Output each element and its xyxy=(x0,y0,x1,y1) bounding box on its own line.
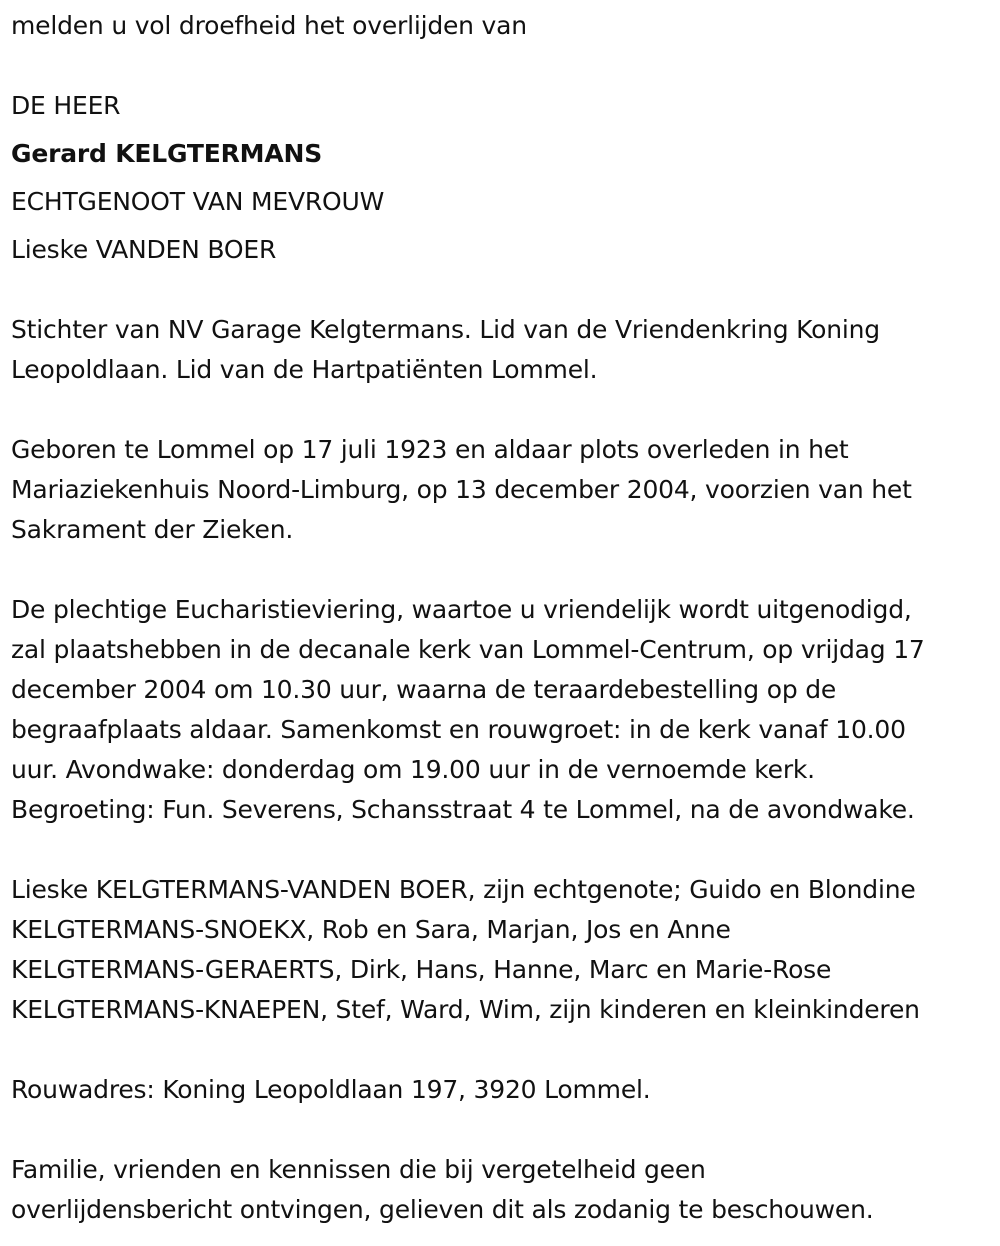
paragraph-line: overlijdensbericht ontvingen, gelieven dit als zodanig te beschouwen. xyxy=(11,1195,874,1224)
paragraph-line: begraafplaats aldaar. Samenkomst en rouwgroet: in de kerk vanaf 10.00 xyxy=(11,715,906,744)
founder-paragraph xyxy=(11,310,880,390)
paragraph-line: Stichter van NV Garage Kelgtermans. Lid van de Vriendenkring Koning xyxy=(11,315,880,344)
paragraph-line: KELGTERMANS-SNOEKX, Rob en Sara, Marjan, Jos en Anne xyxy=(11,915,731,944)
paragraph-line: De plechtige Eucharistieviering, waartoe u vriendelijk wordt uitgenodigd, xyxy=(11,595,912,624)
paragraph-line: Mariaziekenhuis Noord-Limburg, op 13 december 2004, voorzien van het xyxy=(11,475,912,504)
closing-paragraph xyxy=(11,1150,874,1230)
paragraph-line: Familie, vrienden en kennissen die bij vergetelheid geen xyxy=(11,1155,706,1184)
paragraph-line: Lieske KELGTERMANS-VANDEN BOER, zijn echtgenote; Guido en Blondine xyxy=(11,875,916,904)
birth-death-paragraph xyxy=(11,430,912,550)
paragraph-line: december 2004 om 10.30 uur, waarna de teraardebestelling op de xyxy=(11,675,837,704)
paragraph-line: Sakrament der Zieken. xyxy=(11,515,294,544)
paragraph-line: Geboren te Lommel op 17 juli 1923 en aldaar plots overleden in het xyxy=(11,435,849,464)
paragraph-line: uur. Avondwake: donderdag om 19.00 uur in de vernoemde kerk. xyxy=(11,755,815,784)
ceremony-paragraph xyxy=(11,590,925,830)
deceased-title: DE HEER xyxy=(11,91,121,120)
relation-text: ECHTGENOOT VAN MEVROUW xyxy=(11,187,385,216)
paragraph-line: KELGTERMANS-KNAEPEN, Stef, Ward, Wim, zijn kinderen en kleinkinderen xyxy=(11,995,920,1024)
family-paragraph xyxy=(11,870,920,1030)
paragraph-line: Begroeting: Fun. Severens, Schansstraat 4 te Lommel, na de avondwake. xyxy=(11,795,915,824)
intro-text: melden u vol droefheid het overlijden van xyxy=(11,11,527,40)
spouse-name: Lieske VANDEN BOER xyxy=(11,235,277,264)
paragraph-line: zal plaatshebben in de decanale kerk van Lommel-Centrum, op vrijdag 17 xyxy=(11,635,925,664)
paragraph-line: KELGTERMANS-GERAERTS, Dirk, Hans, Hanne, Marc en Marie-Rose xyxy=(11,955,832,984)
paragraph-line: Leopoldlaan. Lid van de Hartpatiënten Lommel. xyxy=(11,355,598,384)
deceased-name: Gerard KELGTERMANS xyxy=(11,139,322,168)
mourning-address: Rouwadres: Koning Leopoldlaan 197, 3920 Lommel. xyxy=(11,1075,651,1104)
